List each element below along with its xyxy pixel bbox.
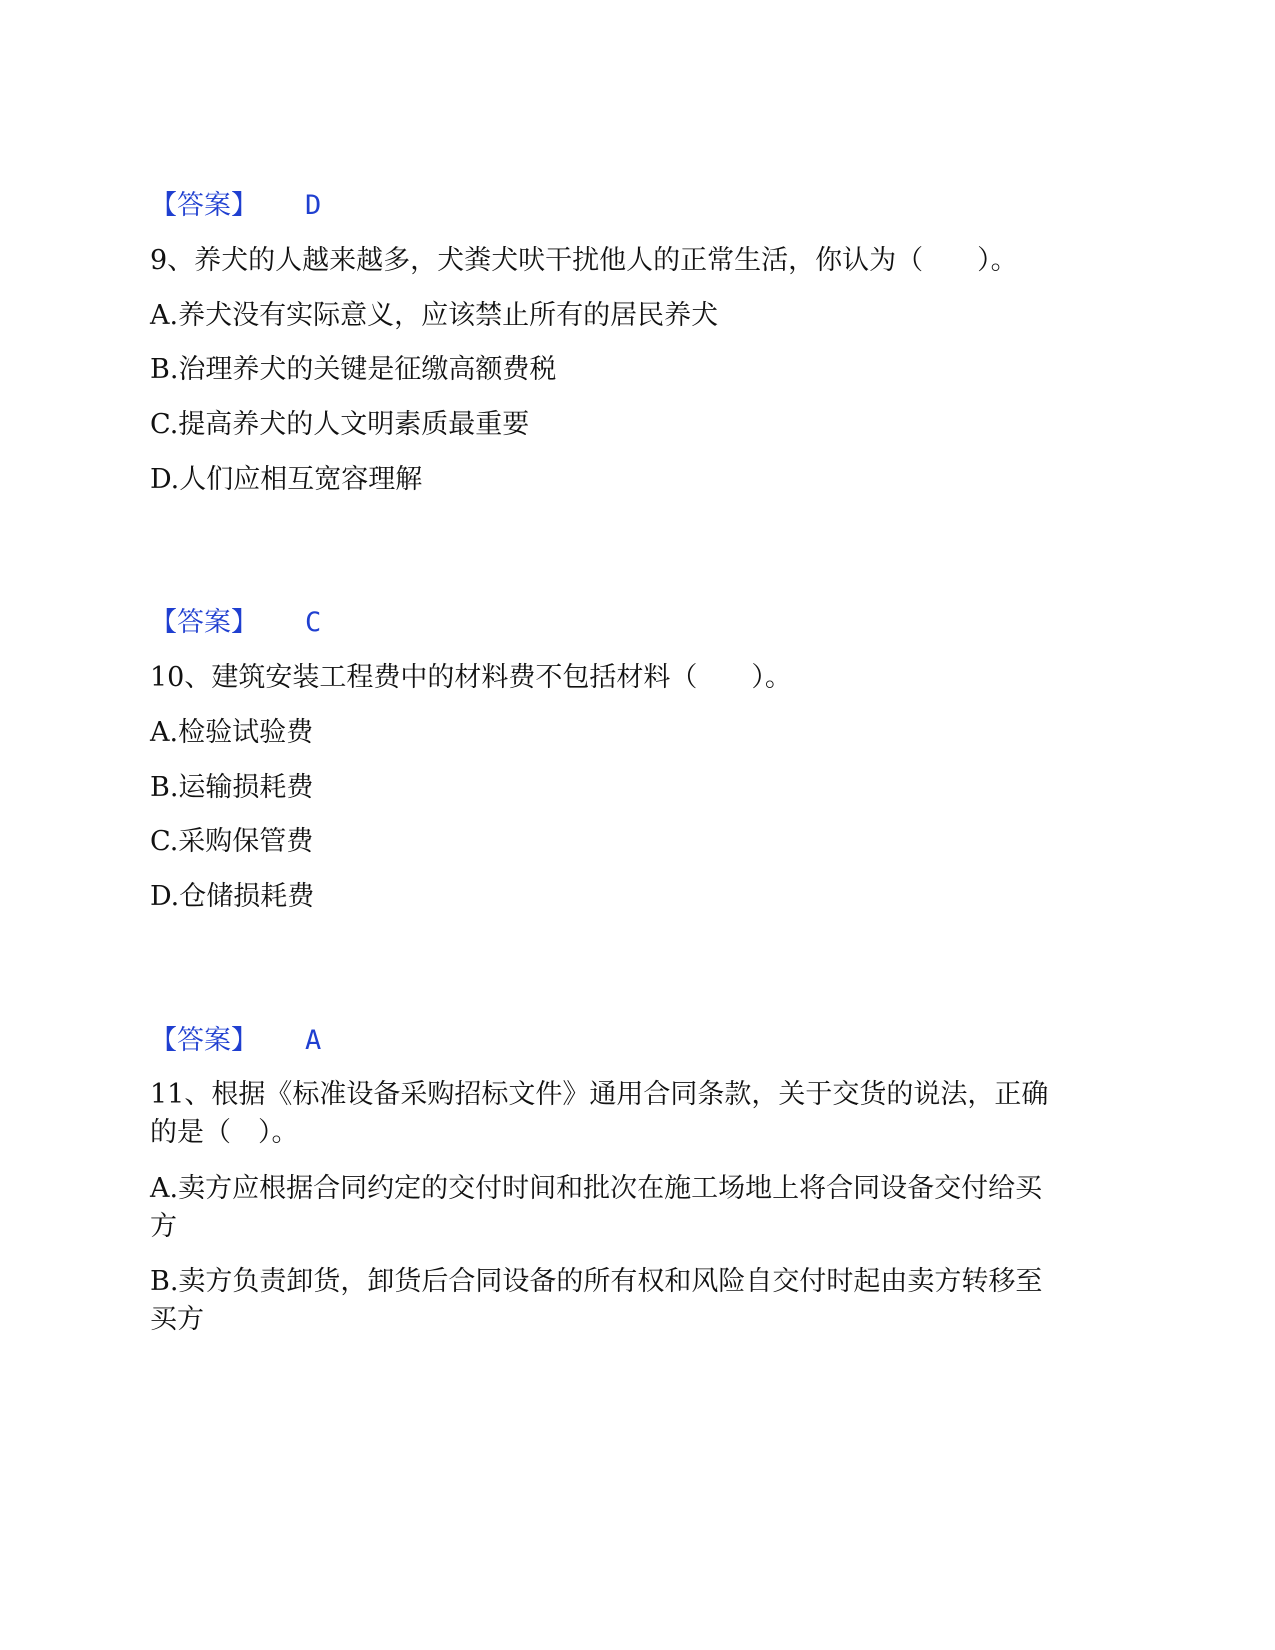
question-9-option-d: D.人们应相互宽容理解 (150, 464, 423, 495)
question-10-option-d: D.仓储损耗费 (150, 881, 315, 912)
question-10-option-c: C.采购保管费 (150, 826, 314, 857)
answer-line-q10 (150, 1021, 321, 1061)
question-11-option-a-line-2: 方 (150, 1211, 177, 1242)
question-9-option-b: B.治理养犬的关键是征缴高额费税 (150, 354, 557, 385)
question-11-option-b-line-2: 买方 (150, 1304, 204, 1335)
question-11-stem-line-1: 11、根据《标准设备采购招标文件》通用合同条款，关于交货的说法，正确 (150, 1079, 1049, 1110)
answer-line-q9 (150, 603, 321, 643)
question-10-option-b: B.运输损耗费 (150, 772, 314, 803)
answer-value: A (305, 1025, 322, 1056)
question-9-option-c: C.提高养犬的人文明素质最重要 (150, 409, 530, 440)
question-11-option-b-line-1: B.卖方负责卸货，卸货后合同设备的所有权和风险自交付时起由卖方转移至 (150, 1266, 1043, 1297)
question-9-option-a: A.养犬没有实际意义，应该禁止所有的居民养犬 (150, 300, 719, 331)
question-10-option-a: A.检验试验费 (150, 717, 314, 748)
answer-value: C (305, 607, 322, 638)
answer-label: 【答案】 (150, 607, 258, 638)
answer-value: D (305, 190, 322, 221)
answer-line-q8 (150, 186, 321, 226)
question-11-stem-line-2: 的是（ ）。 (150, 1117, 299, 1148)
question-10-stem: 10、建筑安装工程费中的材料费不包括材料（ ）。 (150, 662, 792, 693)
question-11-option-a-line-1: A.卖方应根据合同约定的交付时间和批次在施工场地上将合同设备交付给买 (150, 1173, 1043, 1204)
answer-label: 【答案】 (150, 1025, 258, 1056)
answer-label: 【答案】 (150, 190, 258, 221)
question-9-stem: 9、养犬的人越来越多，犬粪犬吠干扰他人的正常生活，你认为（ ）。 (150, 245, 1018, 276)
